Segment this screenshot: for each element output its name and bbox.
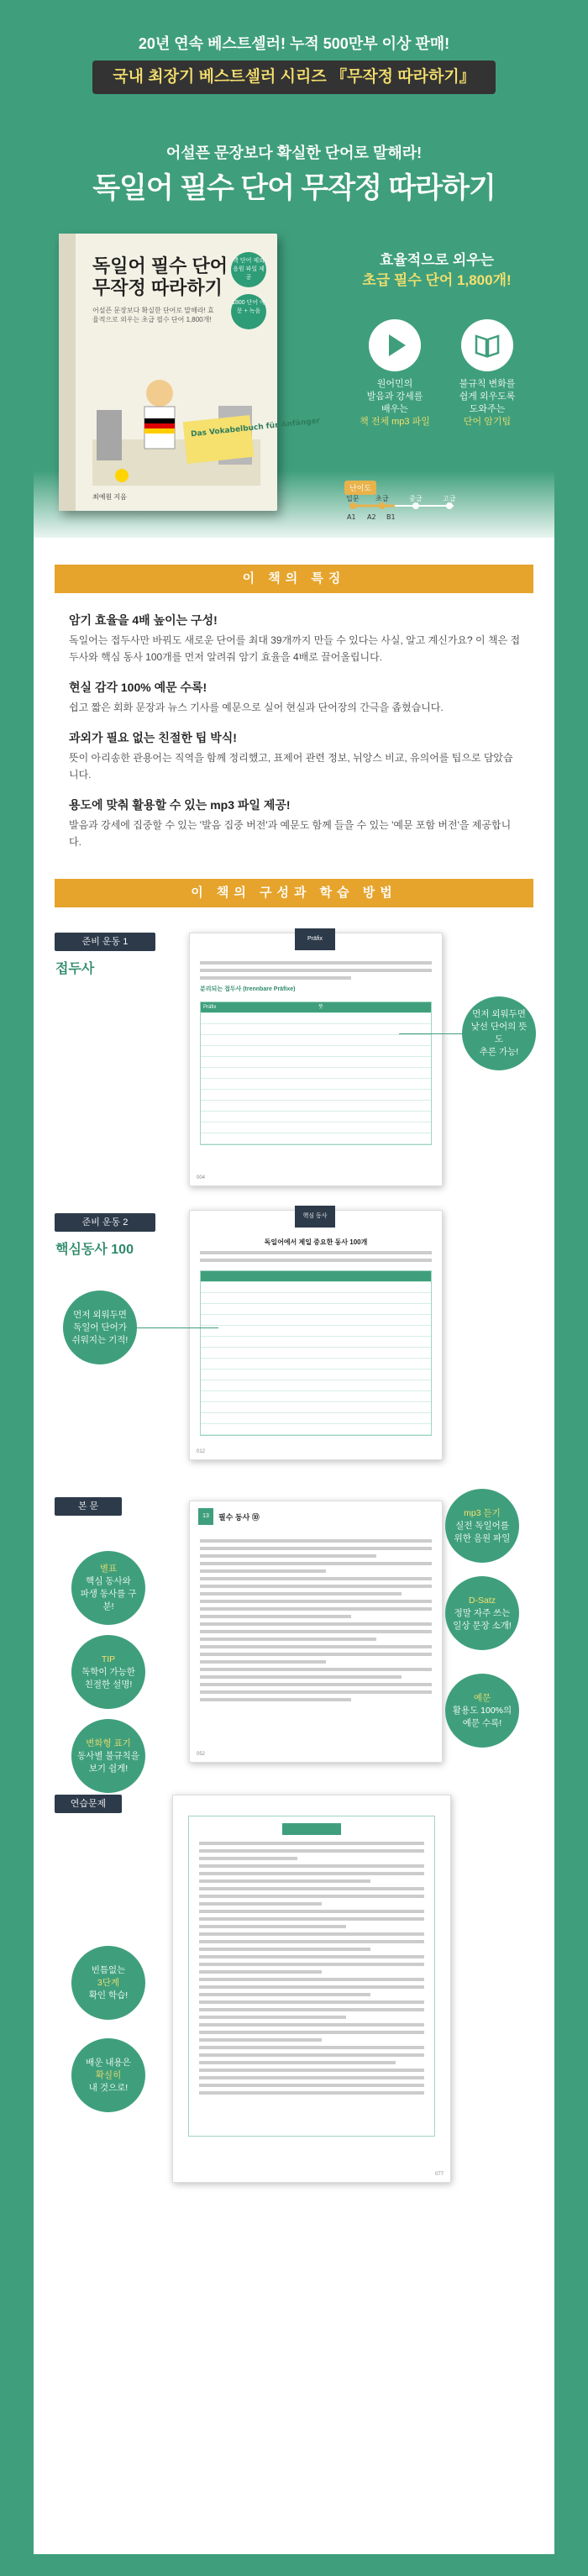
callout-star	[71, 1551, 145, 1625]
callout-line: mp3 듣기	[464, 1507, 501, 1518]
main-title: 독일어 필수 단어 무작정 따라하기	[92, 172, 496, 204]
doc-heading: 필수 동사 ⑩	[218, 1513, 260, 1522]
feature-item-1	[69, 612, 522, 665]
features-title	[336, 250, 538, 291]
callout-line: 친절한 설명!	[84, 1679, 133, 1690]
book-icon	[461, 319, 513, 371]
series-slogan: 국내 최장기 베스트셀러 시리즈 『무작정 따라하기』	[92, 60, 496, 94]
callout-line: 예문 수록!	[462, 1717, 502, 1728]
bestseller-slogan: 20년 연속 베스트셀러! 누적 500만부 이상 판매!	[138, 35, 450, 52]
callout-line: 낯선 단어의 뜻도	[470, 1022, 528, 1044]
features-title-line1: 효율적으로 외우는	[379, 252, 495, 268]
book-title	[92, 255, 228, 299]
step-label-3: 본 문	[55, 1497, 122, 1516]
feature-body: 뜻이 아리송한 관용어는 직역을 함께 정리했고, 표제어 관련 정보, 뉘앙스 비교, 유의어를 팁으로 담았습니다.	[69, 752, 513, 781]
feature-tips-line4: 단어 암기팁	[463, 417, 512, 427]
level-stage-1: 입문	[346, 495, 360, 502]
feature-tips-line1: 불규칙 변화를	[459, 379, 516, 389]
callout-line: 일상 문장 소개!	[453, 1620, 512, 1631]
callout-line: 배운 내용은	[86, 2057, 131, 2068]
book-illustration	[92, 360, 321, 486]
book-description: 어설픈 문장보다 확실한 단어로 말해라! 효율적으로 외우는 초급 필수 단어 1,800개!	[92, 307, 214, 323]
doc-heading: 독일어에서 제일 중요한 동사 100개	[264, 1238, 368, 1246]
callout-line: 동사별 불규칙을	[77, 1750, 139, 1761]
book-badge-mp3: 핵 단어 제외 음원 파일 제공	[231, 252, 266, 287]
book-spine	[59, 234, 76, 511]
callout-line: 별표	[99, 1564, 118, 1574]
level-stage-4: 고급	[443, 495, 456, 502]
feature-heading: 과외가 필요 없는 친절한 팁 박식!	[69, 731, 237, 744]
doc-table-col1: Präfix	[203, 1005, 217, 1010]
book-art-text: Das Vokabelbuch für Anfänger	[190, 417, 321, 439]
level-stage-2: 초급	[375, 495, 389, 502]
callout-line: 확실히	[95, 2069, 122, 2080]
sample-page-core-verbs	[189, 1210, 443, 1460]
feature-mp3-line4: 책 전체 mp3 파일	[360, 417, 430, 427]
callout-connector	[126, 1327, 218, 1328]
callout-line: 핵심 동사와	[86, 1576, 131, 1586]
sub-headline: 어설픈 문장보다 확실한 단어로 말해라!	[165, 145, 423, 161]
feature-tips	[441, 319, 533, 428]
doc-unit-badge: 13	[198, 1508, 213, 1525]
callout-mp3	[445, 1489, 519, 1563]
sample-page-prefix	[189, 933, 443, 1186]
doc-text-lines	[190, 1251, 442, 1262]
doc-page-number: 052	[197, 1752, 206, 1757]
feature-mp3-line2: 발음과 강세를	[366, 392, 423, 402]
book-title-line1: 독일어 필수 단어	[92, 255, 228, 276]
callout-line: 쉬워지는 기적!	[71, 1334, 129, 1345]
feature-body: 쉽고 짧은 회화 문장과 뉴스 기사를 예문으로 실어 현실과 단어장의 간극을 좁혔습니다.	[69, 702, 444, 713]
level-code-1: A1	[347, 513, 356, 521]
callout-line: 독학이 가능한	[81, 1666, 135, 1677]
feature-heading: 현실 감각 100% 예문 수록!	[69, 681, 207, 694]
difficulty-level	[344, 481, 512, 531]
doc-heading: 분리되는 접두사 (trennbare Präfixe)	[200, 986, 296, 992]
doc-badge: Präfix	[295, 928, 335, 950]
doc-text-lines	[190, 1539, 442, 1701]
doc-badge: 핵심 동사	[295, 1206, 335, 1228]
feature-mp3	[349, 319, 441, 428]
callout-tip	[71, 1635, 145, 1709]
callout-line: 보기 쉽게!	[88, 1763, 129, 1774]
level-label: 난이도	[344, 481, 376, 495]
level-code-3: B1	[386, 513, 396, 521]
callout-line: 실전 독일어를	[455, 1520, 509, 1531]
exercise-badge	[282, 1823, 341, 1835]
feature-heading: 암기 효율을 4배 높이는 구성!	[69, 613, 218, 627]
section-structure-title: 이 책의 구성과 학습 방법	[55, 879, 533, 907]
book-cover	[59, 234, 321, 511]
step-label-2: 준비 운동 2	[55, 1213, 155, 1232]
callout-line: 빈틈없는	[91, 1964, 126, 1975]
callout-conjugation	[71, 1719, 145, 1793]
callout-review	[71, 1946, 145, 2020]
play-icon	[369, 319, 421, 371]
callout-line: 추론 가능!	[479, 1047, 519, 1057]
callout-line: 정말 자주 쓰는	[454, 1607, 511, 1618]
doc-page-number: 077	[434, 2172, 444, 2177]
callout-examples	[445, 1674, 519, 1748]
callout-line: 위한 음원 파일	[454, 1532, 511, 1543]
feature-body: 발음과 강세에 집중할 수 있는 '발음 집중 버전'과 예문도 함께 들을 수 있는 '예문 포함 버전'을 제공합니다.	[69, 819, 512, 848]
book-title-line2: 무작정 따라하기	[92, 277, 223, 298]
callout-retain	[71, 2038, 145, 2112]
feature-item-3	[69, 729, 522, 783]
level-code-2: A2	[367, 513, 376, 521]
callout-core-verbs	[63, 1291, 137, 1364]
exercise-box	[188, 1816, 435, 2137]
callout-line: 확인 학습!	[88, 1990, 129, 2000]
level-scale	[344, 481, 512, 531]
book-badge-words: 1800 단어 예문 + 녹음	[231, 294, 266, 329]
step-sub-1: 접두사	[55, 962, 95, 976]
feature-mp3-line1: 원어민의	[376, 379, 413, 389]
feature-tips-line3: 도와주는	[469, 404, 506, 414]
feature-body: 독일어는 접두사만 바꿔도 새로운 단어를 최대 39개까지 만들 수 있다는 사실, 알고 계신가요? 이 책은 접두사와 핵심 동사 100개를 먼저 알려줘 암기 효율을 4배로 끌어올립니다.	[69, 634, 521, 663]
callout-prefix	[462, 996, 536, 1070]
sample-page-exercises	[172, 1795, 451, 2183]
callout-line: TIP	[101, 1653, 116, 1664]
doc-page-number: 012	[197, 1449, 206, 1454]
feature-heading: 용도에 맞춰 활용할 수 있는 mp3 파일 제공!	[69, 798, 291, 812]
feature-item-2	[69, 679, 522, 716]
feature-tips-line2: 쉽게 외우도록	[459, 392, 516, 402]
callout-line: 변화형 표기	[86, 1737, 131, 1748]
callout-line: 파생 동사를 구분!	[80, 1589, 137, 1611]
step-label-4: 연습문제	[55, 1795, 122, 1813]
level-stage-3: 중급	[409, 495, 423, 502]
callout-line: 예문	[473, 1692, 491, 1703]
doc-text-lines	[190, 961, 442, 980]
doc-table-col2: 뜻	[318, 1005, 323, 1010]
callout-dsatz	[445, 1576, 519, 1650]
section-features-title: 이 책의 특징	[55, 565, 533, 593]
callout-line: 내 것으로!	[88, 2082, 129, 2093]
doc-table	[200, 1270, 432, 1436]
doc-table-header	[201, 1002, 431, 1013]
callout-line: 3단계	[97, 1977, 120, 1988]
callout-line: D-Satz	[468, 1595, 496, 1606]
sample-page-main	[189, 1501, 443, 1763]
doc-page-number: 004	[197, 1175, 206, 1180]
step-label-1: 준비 운동 1	[55, 933, 155, 951]
callout-line: 독일어 단어가	[73, 1322, 127, 1333]
book-author: 최예원 지음	[92, 493, 127, 501]
feature-mp3-line3: 배우는	[381, 404, 408, 414]
feature-item-4	[69, 796, 522, 850]
callout-line: 먼저 외워두면	[73, 1309, 127, 1320]
features-title-line2: 초급 필수 단어 1,800개!	[362, 272, 512, 288]
step-sub-2: 핵심동사 100	[55, 1243, 134, 1257]
callout-line: 먼저 외워두면	[472, 1009, 526, 1019]
doc-table	[200, 1001, 432, 1145]
callout-line: 활용도 100%의	[452, 1705, 512, 1716]
